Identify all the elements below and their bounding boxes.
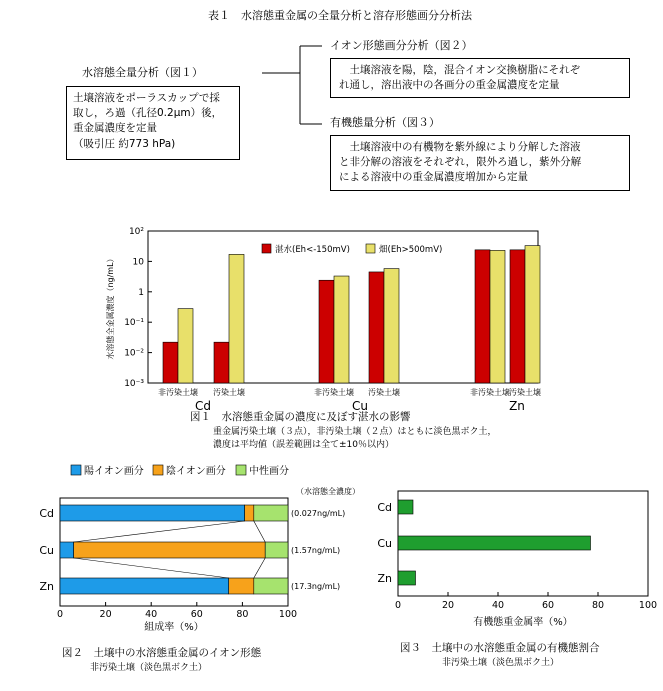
fig2-bar-segment xyxy=(254,505,288,521)
fig2-caption: 図２ 土壌中の水溶態重金属のイオン形態 xyxy=(62,647,262,659)
fig1-group-label: Cd xyxy=(195,399,211,410)
legend-label-upland: 畑(Eh>500mV) xyxy=(379,245,443,255)
fig3-x-tick-label: 80 xyxy=(591,600,605,611)
fig1-bar xyxy=(369,272,384,383)
legend-swatch-upland xyxy=(366,244,375,253)
fig1-bar xyxy=(334,276,349,383)
fig1-bar xyxy=(525,246,540,383)
fig1-bar xyxy=(490,250,505,383)
organic-desc-line: 土壌溶液中の有機物を紫外線により分解した溶液 xyxy=(339,141,581,153)
fig2-bar-segment xyxy=(60,505,245,521)
fig1-x-category-label: 汚染土壌 xyxy=(509,388,541,397)
fig2-category-label: Zn xyxy=(39,580,54,593)
table1-title: 表１ 水溶態重金属の全量分析と溶存形態画分分析法 xyxy=(208,9,472,22)
total-desc-line: 重金属濃度を定量 xyxy=(73,122,157,135)
ion-analysis-box xyxy=(330,58,630,98)
fig2-x-tick-label: 100 xyxy=(278,609,298,620)
fig2-total-label: (17.3ng/mL) xyxy=(291,582,341,591)
fig1-y-tick-label: 1 xyxy=(138,287,144,298)
fig2-total-label: (0.027ng/mL) xyxy=(291,509,346,518)
legend-label-flooded: 湛水(Eh<-150mV) xyxy=(275,245,350,255)
fig2-connector xyxy=(74,521,245,542)
fig2-category-label: Cu xyxy=(39,544,54,557)
fig1-x-category-label: 汚染土壌 xyxy=(368,388,400,397)
ion-analysis-label: イオン形態画分分析（図２） xyxy=(330,39,473,52)
fig1-note-2: 濃度は平均値（誤差範囲は全て±10％以内） xyxy=(213,440,394,450)
fig2-x-tick-label: 40 xyxy=(145,609,158,620)
fig3-x-tick-label: 100 xyxy=(638,600,658,611)
legend-label-anion: 陰イオン画分 xyxy=(166,466,226,477)
fig2-category-label: Cd xyxy=(39,507,54,520)
legend-swatch-flooded xyxy=(262,244,271,253)
organic-analysis-label: 有機態量分析（図３） xyxy=(330,116,440,129)
organic-desc-line: による溶液中の重金属濃度増加から定量 xyxy=(339,171,528,184)
fig3-chart xyxy=(360,485,663,635)
fig1-y-axis-label: 水溶態全金属濃度（ng/mL） xyxy=(106,254,115,360)
fig3-category-label: Cu xyxy=(377,537,392,550)
fig1-y-tick-label: 10² xyxy=(128,227,144,237)
organic-desc-line: と非分解の溶液をそれぞれ，限外ろ過し，紫外分解 xyxy=(339,156,582,169)
fig3-category-label: Zn xyxy=(377,572,392,585)
fig1-group-label: Cu xyxy=(352,399,368,410)
fig3-x-tick-label: 60 xyxy=(541,600,555,611)
fig2-x-tick-label: 20 xyxy=(99,609,112,620)
fig2-bar-segment xyxy=(245,505,254,521)
fig2-subcaption: 非汚染土壌（淡色黒ボク土） xyxy=(90,663,208,673)
fig2-x-tick-label: 60 xyxy=(190,609,203,620)
fig1-bar xyxy=(319,280,334,383)
fig2-chart xyxy=(0,462,380,637)
fig1-x-category-label: 汚染土壌 xyxy=(213,388,245,397)
fig2-connector xyxy=(254,558,265,578)
fig1-bar xyxy=(229,254,244,383)
fig3-bar xyxy=(398,500,413,514)
fig2-bar-segment xyxy=(60,542,74,558)
fig3-x-axis-label: 有機態重金属率（%） xyxy=(473,617,573,628)
fig1-bar xyxy=(384,269,399,383)
legend-swatch-neutral xyxy=(236,465,246,475)
fig2-bar-segment xyxy=(60,578,229,594)
fig1-bar xyxy=(214,342,229,383)
fig3-x-tick-label: 40 xyxy=(491,600,505,611)
fig2-x-tick-label: 80 xyxy=(236,609,249,620)
total-desc-line: 取し，ろ過（孔径0.2μm）後， xyxy=(73,107,223,120)
fig3-bar xyxy=(398,536,591,550)
fig3-bar xyxy=(398,571,416,585)
fig1-bar xyxy=(178,309,193,383)
fig1-y-tick-label: 10⁻³ xyxy=(124,379,144,389)
fig3-caption: 図３ 土壌中の水溶態重金属の有機態割合 xyxy=(400,642,600,654)
total-analysis-label: 水溶態全量分析（図１） xyxy=(82,66,203,79)
fig1-bar xyxy=(163,342,178,383)
fig1-group-label: Zn xyxy=(509,399,525,410)
total-desc-line: 土壌溶液をポーラスカップで採 xyxy=(73,92,220,104)
fig2-bar-segment xyxy=(265,542,288,558)
fig1-bar xyxy=(475,250,490,383)
organic-analysis-box xyxy=(330,135,630,191)
ion-desc-line: れ通し，溶出液中の各画分の重金属濃度を定量 xyxy=(339,79,560,92)
fig3-category-label: Cd xyxy=(377,501,392,514)
fig2-bar-segment xyxy=(74,542,266,558)
fig1-note-1: 重金属汚染土壌（３点），非汚染土壌（２点）はともに淡色黒ボク土， xyxy=(213,427,497,437)
fig1-caption: 図１ 水溶態重金属の濃度に及ぼす湛水の影響 xyxy=(190,411,411,423)
legend-label-cation: 陽イオン画分 xyxy=(84,466,144,477)
fig3-subcaption: 非汚染土壌（淡色黒ボク土） xyxy=(442,658,560,668)
fig2-bar-segment xyxy=(254,578,288,594)
fig2-total-label: (1.57ng/mL) xyxy=(291,546,341,555)
legend-swatch-anion xyxy=(153,465,163,475)
fig1-x-category-label: 非汚染土壌 xyxy=(158,388,198,397)
legend-swatch-cation xyxy=(71,465,81,475)
fig1-x-category-label: 非汚染土壌 xyxy=(470,388,510,397)
fig2-total-header: （水溶態全濃度） xyxy=(296,487,360,496)
fig2-connector xyxy=(74,558,229,578)
legend-label-neutral: 中性画分 xyxy=(249,466,289,477)
fig1-bar xyxy=(510,250,525,383)
ion-desc-line: 土壌溶液を陽，陰，混合イオン交換樹脂にそれぞ xyxy=(339,64,581,76)
fig1-y-tick-label: 10⁻¹ xyxy=(124,318,144,329)
fig2-connector xyxy=(254,521,265,542)
fig1-x-category-label: 非汚染土壌 xyxy=(314,388,354,397)
fig1-y-tick-label: 10 xyxy=(132,257,144,268)
fig2-x-tick-label: 0 xyxy=(56,609,64,620)
fig1-y-tick-label: 10⁻² xyxy=(124,348,144,359)
fig3-x-tick-label: 20 xyxy=(441,600,455,611)
fig2-bar-segment xyxy=(229,578,254,594)
total-desc-line: （吸引圧 約773 hPa) xyxy=(73,137,176,150)
fig2-x-axis-label: 組成率（%） xyxy=(144,622,204,633)
fig1-chart xyxy=(0,215,663,410)
fig3-x-tick-label: 0 xyxy=(394,600,402,611)
